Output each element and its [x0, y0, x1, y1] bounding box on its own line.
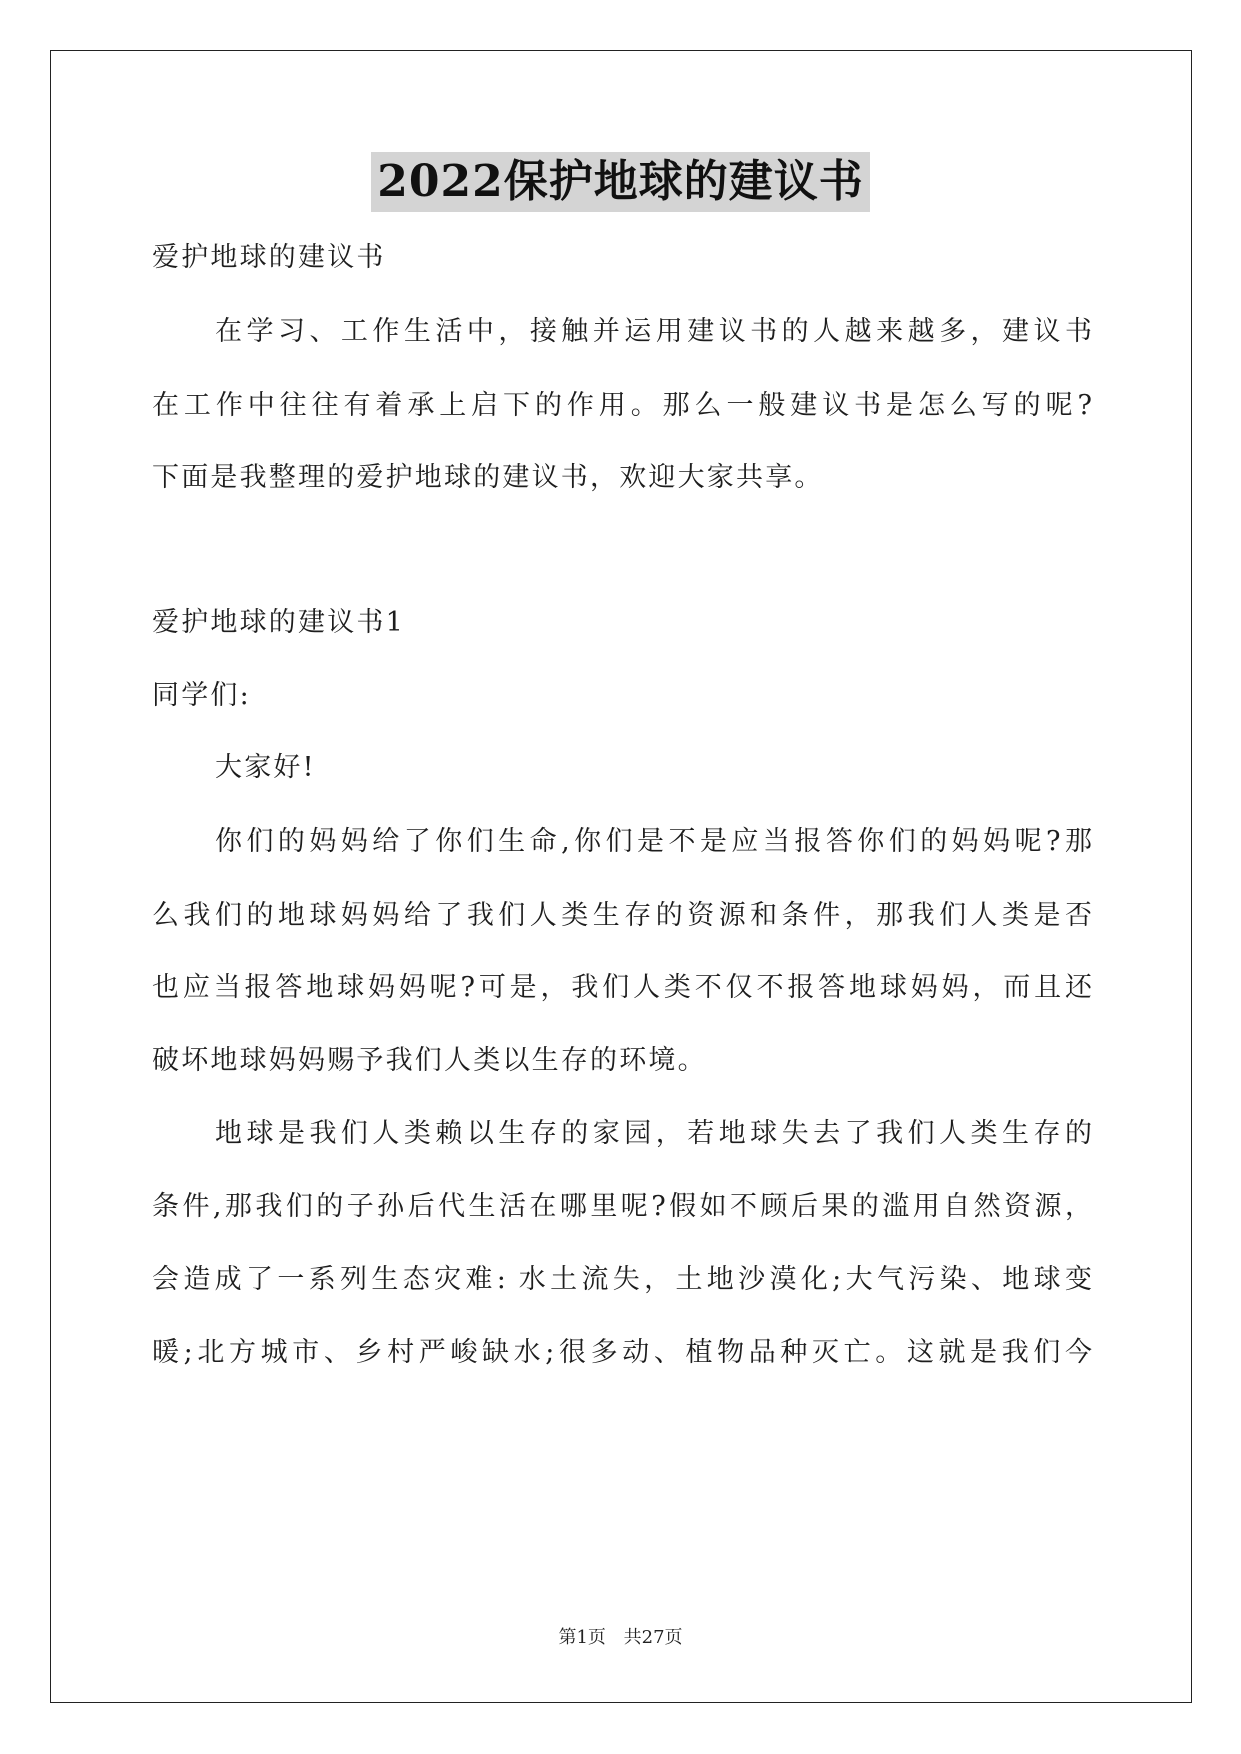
paragraph-line: 你们的妈妈给了你们生命,你们是不是应当报答你们的妈妈呢?那: [215, 826, 1092, 857]
paragraph-line: 地球是我们人类赖以生存的家园，若地球失去了我们人类生存的: [215, 1118, 1092, 1149]
paragraph-line: 会造成了一系列生态灾难: 水土流失，土地沙漠化;大气污染、地球变: [152, 1264, 1092, 1295]
paragraph-line: 下面是我整理的爱护地球的建议书，欢迎大家共享。: [152, 462, 824, 493]
paragraph-line: 也应当报答地球妈妈呢?可是，我们人类不仅不报答地球妈妈，而且还: [152, 972, 1092, 1003]
section-heading: 爱护地球的建议书1: [152, 607, 405, 638]
salutation: 同学们:: [152, 680, 251, 711]
page-footer: [0, 1626, 1241, 1650]
paragraph-line: 暖;北方城市、乡村严峻缺水;很多动、植物品种灭亡。这就是我们今: [152, 1337, 1092, 1368]
paragraph-line: 在工作中往往有着承上启下的作用。那么一般建议书是怎么写的呢?: [152, 390, 1092, 421]
paragraph-line: 条件,那我们的子孙后代生活在哪里呢?假如不顾后果的滥用自然资源，: [152, 1191, 1092, 1222]
title-container: [0, 152, 1241, 212]
paragraph-line: 在学习、工作生活中，接触并运用建议书的人越来越多，建议书: [215, 316, 1092, 347]
paragraph-line: 破坏地球妈妈赐予我们人类以生存的环境。: [152, 1045, 707, 1076]
page-number: 第1页: [558, 1627, 606, 1648]
page-total: 共27页: [623, 1627, 683, 1648]
page-border: [50, 50, 1192, 1703]
document-title: 2022保护地球的建议书: [371, 152, 869, 212]
paragraph-line: 么我们的地球妈妈给了我们人类生存的资源和条件，那我们人类是否: [152, 900, 1092, 931]
section-heading: 爱护地球的建议书: [152, 242, 386, 273]
greeting: 大家好!: [215, 752, 316, 783]
